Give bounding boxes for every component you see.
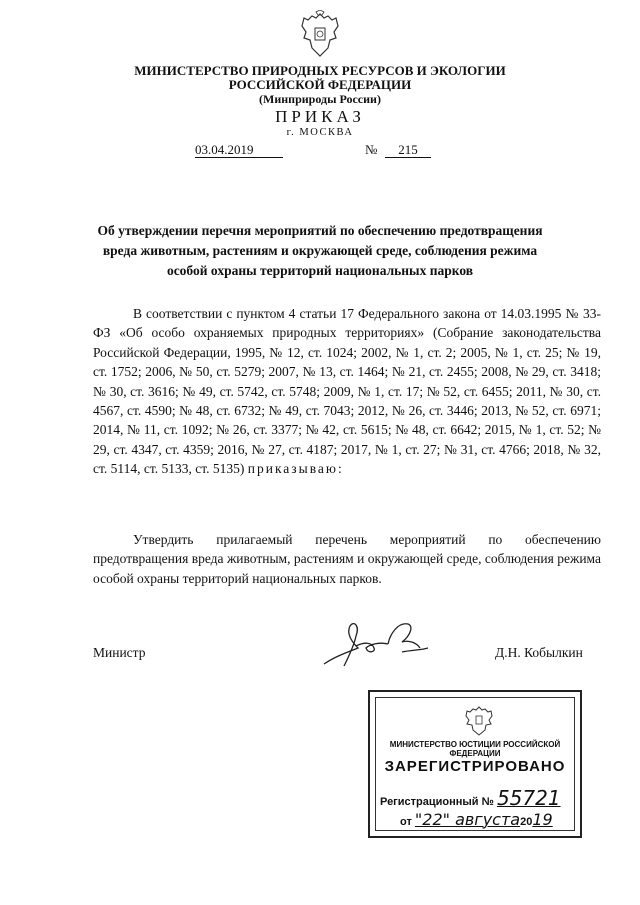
ministry-name-line1: МИНИСТЕРСТВО ПРИРОДНЫХ РЕСУРСОВ И ЭКОЛОГИИ: [134, 63, 506, 78]
signatory-name: Д.Н. Кобылкин: [495, 645, 583, 660]
title-line: вреда животным, растениям и окружающей среде, соблюдения режима: [102, 243, 538, 258]
signatory-position: Министр: [93, 645, 146, 660]
stamp-reg-date: "22" августа: [414, 810, 521, 829]
document-type: ПРИКАЗ: [275, 107, 365, 126]
stamp-ministry-name: МИНИСТЕРСТВО ЮСТИЦИИ РОССИЙСКОЙ ФЕДЕРАЦИИ: [389, 740, 561, 758]
document-date: 03.04.2019: [195, 142, 283, 158]
coat-of-arms-emblem: [296, 10, 344, 60]
registration-stamp: [368, 690, 582, 838]
title-line: особой охраны территорий национальных парков: [166, 263, 474, 278]
order-text: Утвердить прилагаемый перечень мероприятий по обеспечению предотвращения вреда животным, растениям и окружающей среде, соблюдения режима особой охраны территорий национальных парков.: [93, 532, 601, 586]
document-title: [70, 221, 570, 281]
document-number: 215: [385, 142, 431, 158]
body-paragraph-2: [93, 530, 601, 588]
ministry-short-name: (Минприроды России): [259, 92, 381, 106]
stamp-reg-number: 55721: [496, 786, 561, 810]
stamp-emblem-icon: [462, 704, 496, 738]
stamp-year-prefix: 20: [520, 816, 533, 828]
body-paragraph-1: [93, 304, 601, 479]
order-word: приказываю:: [247, 461, 344, 477]
title-line: Об утверждении перечня мероприятий по обеспечению предотвращения: [97, 223, 543, 238]
legal-basis-text: В соответствии с пунктом 4 статьи 17 Федерального закона от 14.03.1995 № 33-ФЗ «Об особо охраняемых природных территориях» (Собрание законодательства Российской Федерации, 1995, № 12, ст. 1024; 2002, № 1, ст. 2; 2005, № 1, ст. 25; № 19, ст. 1752; 2006, № 50, ст. 5279; 2007, № 13, ст. 1464; № 21, ст. 2455; 2008, № 29, ст. 3418; № 30, ст. 3616; № 49, ст. 5742, ст. 5748; 2009, № 1, ст. 17; № 52, ст. 6455; 2011, № 30, ст. 4567, ст. 4590; № 48, ст. 6732; № 49, ст. 7043; 2012, № 26, ст. 3446; 2013, № 52, ст. 6971; 2014, № 11, ст. 1092; № 26, ст. 3377; № 42, ст. 5615; № 48, ст. 6642; 2015, № 1, ст. 52; № 29, ст. 4347, ст. 4359; 2016, № 27, ст. 4187; 2017, № 1, ст. 27; № 31, ст. 4766; 2018, № 32, ст. 5114, ст. 5133, ст. 5135): [93, 306, 601, 477]
stamp-date-line: [400, 810, 553, 829]
handwritten-signature: [318, 612, 430, 674]
stamp-registered-label: ЗАРЕГИСТРИРОВАНО: [384, 758, 566, 775]
stamp-year-suffix: 19: [532, 810, 553, 829]
ministry-name-line2: РОССИЙСКОЙ ФЕДЕРАЦИИ: [228, 77, 412, 92]
stamp-reg-label: Регистрационный №: [380, 796, 494, 808]
document-city: г. МОСКВА: [286, 127, 354, 138]
stamp-from-label: от: [400, 816, 412, 828]
number-sign: №: [365, 142, 378, 157]
stamp-reg-number-line: [380, 786, 561, 810]
